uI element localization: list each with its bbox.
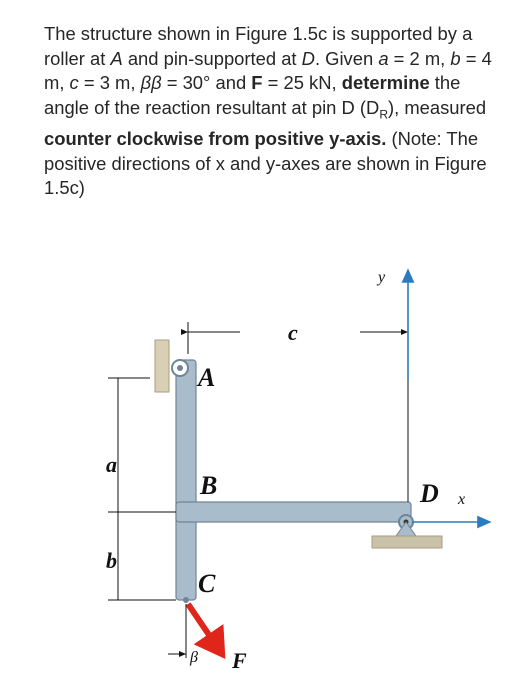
label-D: D (420, 479, 439, 508)
value-c: = 3 m, (78, 72, 141, 94)
text-segment: . Given (314, 47, 379, 69)
ground-D (372, 536, 442, 548)
symbol-a: a (378, 47, 389, 69)
structure-figure (0, 240, 516, 700)
vertical-member (176, 360, 196, 600)
roller-A-center (177, 365, 183, 371)
horizontal-member (176, 502, 411, 522)
subscript-R: R (379, 107, 388, 122)
symbol-c: c (69, 72, 79, 94)
text-segment: ), measured (387, 96, 487, 118)
label-c: c (288, 320, 298, 345)
emphasis-direction: counter clockwise from positive y-axis. (44, 128, 387, 150)
problem-text (44, 22, 496, 201)
value-beta: = 30° and (161, 72, 252, 94)
label-B: B (200, 471, 218, 500)
symbol-F: F (251, 72, 263, 94)
label-x: x (458, 491, 466, 508)
value-a: = 2 m, (388, 47, 451, 69)
symbol-D: D (301, 47, 315, 69)
label-A: A (198, 363, 216, 392)
problem-statement (44, 22, 496, 201)
force-F-arrow (188, 604, 222, 654)
label-F: F (232, 648, 247, 673)
symbol-A: A (110, 47, 123, 69)
text-segment: and pin-supported at (122, 47, 302, 69)
label-y: y (378, 269, 386, 286)
point-C (183, 597, 189, 603)
symbol-beta: ββ (140, 72, 162, 94)
label-b: b (106, 548, 117, 573)
text-segment: the angle of the reaction resultant at pin D (D (44, 72, 461, 118)
label-beta: β (190, 649, 198, 666)
value-F: = 25 kN, (262, 72, 337, 94)
label-C: C (198, 569, 216, 598)
value-b: = 4 m, (44, 47, 492, 94)
symbol-b: b (450, 47, 461, 69)
text-segment: The structure shown in Figure 1.5c is supported by a roller at (44, 23, 473, 69)
emphasis-determine: determine (341, 72, 430, 94)
wall-support (155, 340, 169, 392)
text-segment: (Note: The positive directions of x and y-axes are shown in Figure 1.5c) (44, 128, 487, 199)
label-a: a (106, 452, 117, 477)
